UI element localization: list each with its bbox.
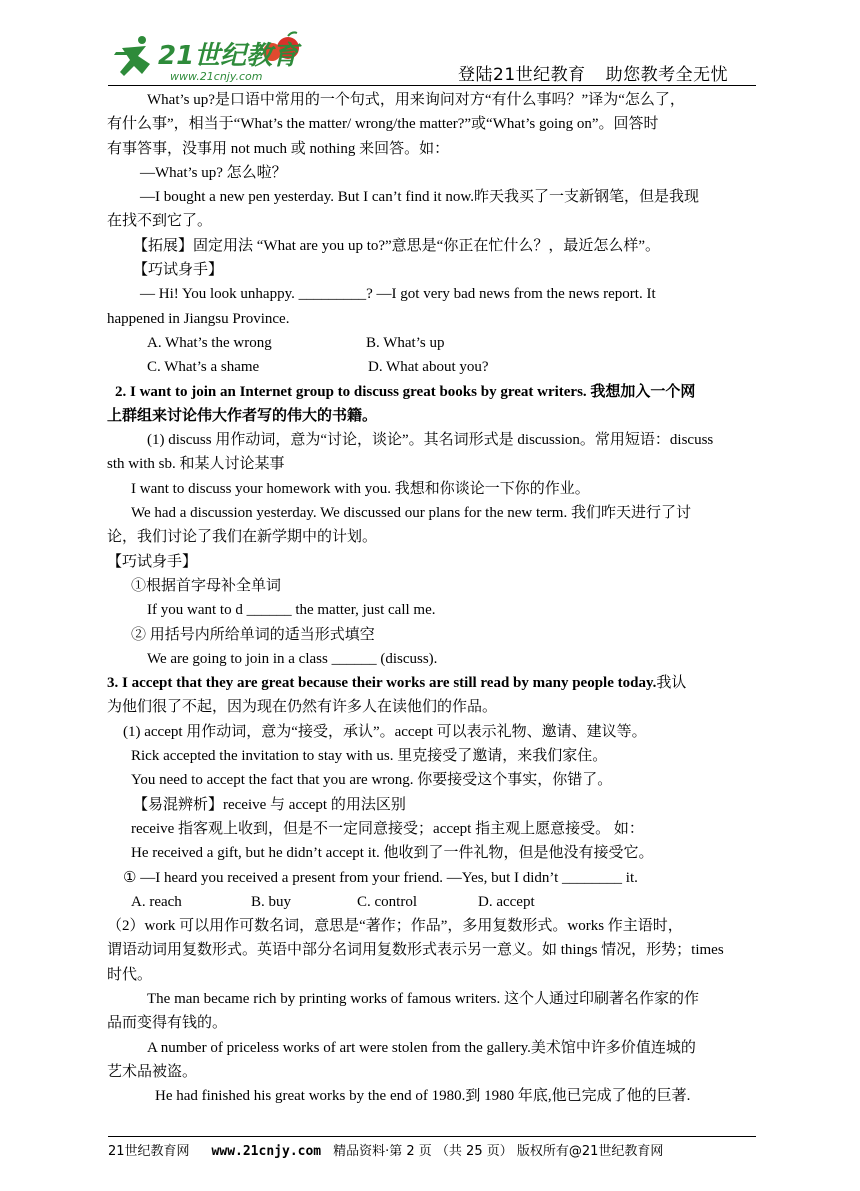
example-sentence: He received a gift, but he didn’t accept it. 他收到了一件礼物，但是他没有接受它。 xyxy=(131,845,654,862)
section-heading: 2. I want to join an Internet group to discuss great books by great writers. 我想加入一个网 xyxy=(115,383,696,400)
example-sentence: The man became rich by printing works of famous writers. 这个人通过印刷著名作家的作 xyxy=(147,990,699,1007)
exercise-question: We are going to join in a class ______ (discuss). xyxy=(147,650,438,667)
exercise-question: — Hi! You look unhappy. _________? —I got very bad news from the news report. It xyxy=(140,286,656,303)
extension-note: 【拓展】固定用法 “What are you up to?”意思是“你正在忙什么？，最近怎么样”。 xyxy=(133,237,661,254)
section-heading: 上群组来讨论伟大作者写的伟大的书籍。 xyxy=(107,407,378,424)
example-sentence: We had a discussion yesterday. We discussed our plans for the new term. 我们昨天进行了讨 xyxy=(131,505,691,522)
header-divider xyxy=(108,85,756,86)
example-sentence: A number of priceless works of art were stolen from the gallery.美术馆中许多价值连城的 xyxy=(147,1039,696,1056)
paragraph-line: （2）work 可以用作可数名词，意思是“著作；作品”，多用复数形式。works 作主语时， xyxy=(107,918,683,935)
document-body xyxy=(107,88,755,1108)
practice-heading: 【巧试身手】 xyxy=(107,553,198,570)
footer-page-info: 精品资料·第 2 页 （共 25 页） 版权所有@21世纪教育网 xyxy=(333,1144,664,1159)
option-a: A. What’s the wrong xyxy=(147,334,272,351)
example-sentence: You need to accept the fact that you are wrong. 你要接受这个事实，你错了。 xyxy=(131,772,613,789)
paragraph-line: 有事答事，没事用 not much 或 nothing 来回答。如： xyxy=(107,140,450,157)
paragraph-line: (1) accept 用作动词，意为“接受，承认”。accept 可以表示礼物、邀请、建议等。 xyxy=(123,723,647,740)
footer-url[interactable]: www.21cnjy.com xyxy=(211,1144,322,1159)
section-heading xyxy=(107,671,755,695)
example-sentence: Rick accepted the invitation to stay with us. 里克接受了邀请，来我们家住。 xyxy=(131,748,608,765)
option-d: D. accept xyxy=(478,893,535,910)
slogan-help: 助您教考全无忧 xyxy=(605,65,729,85)
exercise-instruction: ② 用括号内所给单词的适当形式填空 xyxy=(131,626,375,643)
paragraph-line: What’s up?是口语中常用的一个句式，用来询问对方“有什么事吗？”译为“怎么了， xyxy=(147,92,685,108)
exercise-instruction: ①根据首字母补全单词 xyxy=(131,577,282,594)
option-c: C. What’s a shame xyxy=(147,359,260,376)
option-b: B. What’s up xyxy=(366,334,445,351)
paragraph-line: (1) discuss 用作动词，意为“讨论，谈论”。其名词形式是 discussion。常用短语：discuss xyxy=(147,432,714,449)
footer-site: 21世纪教育网 xyxy=(108,1144,190,1159)
option-d: D. What about you? xyxy=(368,359,489,376)
option-row xyxy=(107,890,755,914)
paragraph-line: 在找不到它了。 xyxy=(107,213,213,230)
example-sentence: He had finished his great works by the end of 1980.到 1980 年底,他已完成了他的巨著. xyxy=(155,1088,691,1105)
footer-divider xyxy=(108,1136,756,1137)
example-sentence: 艺术品被盗。 xyxy=(107,1063,198,1080)
exercise-question: ① —I heard you received a present from your friend. —Yes, but I didn’t ________ it. xyxy=(123,869,638,886)
runner-icon xyxy=(114,36,150,76)
paragraph-line: 有什么事”，相当于“What’s the matter/ wrong/the matter?”或“What’s going on”。回答时 xyxy=(107,116,659,133)
dialogue-line: —What’s up? 怎么啦？ xyxy=(140,164,287,181)
exercise-question: happened in Jiangsu Province. xyxy=(107,310,290,327)
exercise-question: If you want to d ______ the matter, just call me. xyxy=(147,602,436,619)
paragraph-line: receive 指客观上收到，但是不一定同意接受；accept 指主观上愿意接受。 如： xyxy=(131,820,644,837)
slogan-login: 登陆21世纪教育 xyxy=(458,65,586,85)
example-sentence: 品而变得有钱的。 xyxy=(107,1015,228,1032)
svg-text:www.21cnjy.com: www.21cnjy.com xyxy=(170,70,263,83)
section-heading-en: 3. I accept that they are great because their works are still read by many people today. xyxy=(107,675,657,692)
paragraph-line: 时代。 xyxy=(107,966,153,983)
page-header xyxy=(0,0,860,88)
example-sentence: 论，我们讨论了我们在新学期中的计划。 xyxy=(107,529,378,546)
option-row xyxy=(107,355,755,379)
option-c: C. control xyxy=(357,893,417,910)
option-a: A. reach xyxy=(131,893,182,910)
paragraph-line: 谓语动词用复数形式。英语中部分名词用复数形式表示另一意义。如 things 情况，形势；times xyxy=(107,942,724,959)
option-b: B. buy xyxy=(251,893,292,910)
comparison-heading: 【易混辨析】receive 与 accept 的用法区别 xyxy=(133,796,406,813)
paragraph-line: sth with sb. 和某人讨论某事 xyxy=(107,456,285,473)
site-logo xyxy=(112,30,312,86)
svg-text:21世纪教育: 21世纪教育 xyxy=(158,41,299,71)
practice-heading: 【巧试身手】 xyxy=(133,262,224,279)
dialogue-line: —I bought a new pen yesterday. But I can’t find it now.昨天我买了一支新钢笔，但是我现 xyxy=(140,189,699,206)
section-heading-zh: 我认 xyxy=(656,675,687,692)
option-row xyxy=(107,331,755,355)
example-sentence: I want to discuss your homework with you. 我想和你谈论一下你的作业。 xyxy=(131,480,590,497)
footer-text xyxy=(108,1140,663,1159)
paragraph-line: 为他们很了不起，因为现在仍然有许多人在读他们的作品。 xyxy=(107,699,498,716)
header-slogan xyxy=(458,60,728,85)
